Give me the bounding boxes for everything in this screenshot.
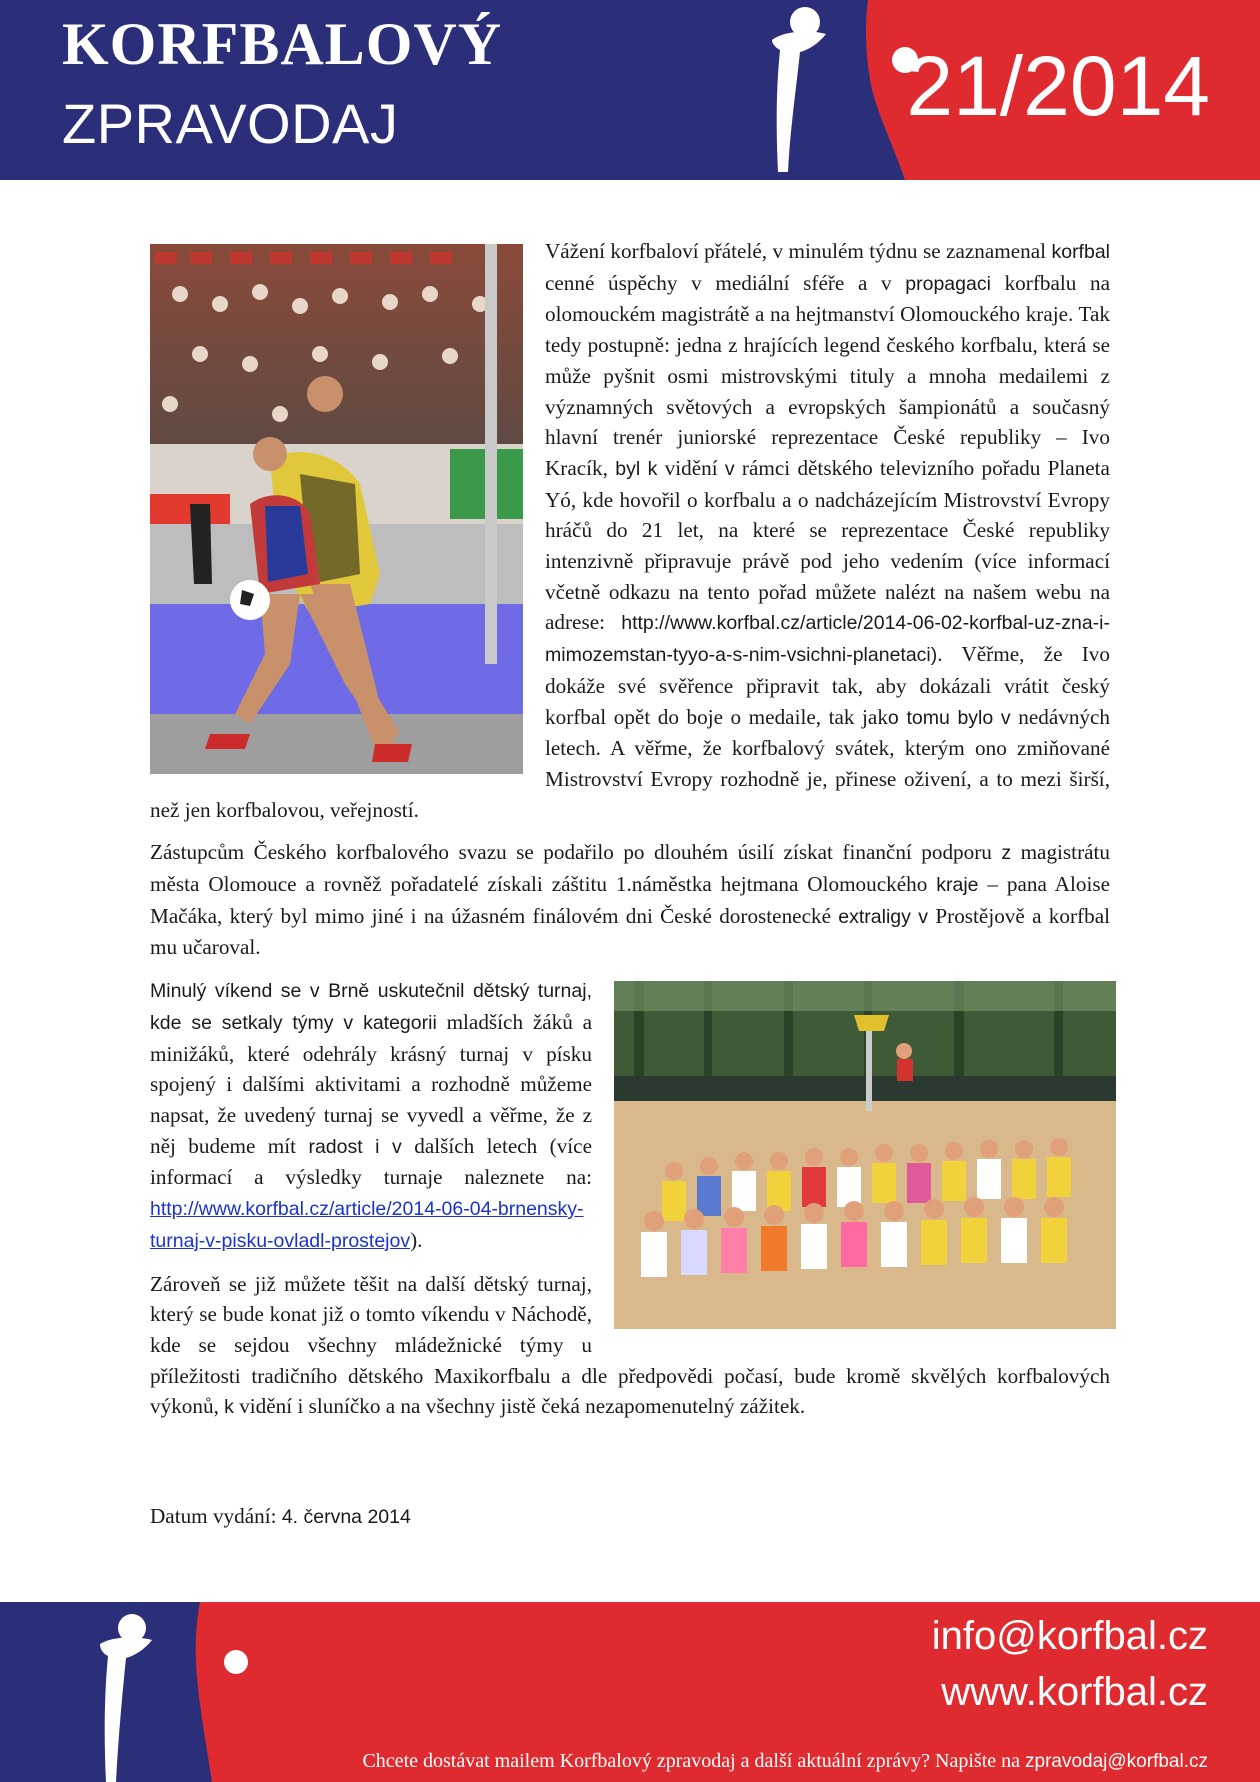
article-p1-text-b: korfbal	[1051, 241, 1110, 263]
article-p2-text-g: Prostějově a korfbal mu učaroval.	[150, 903, 1110, 960]
article-p1-text-i: rámci dětského televizního pořadu Planeta Yó, kde hovořil o korfbalu a o nadcházejícím Mistrovství Evropy hráčů do 21 let, na které se reprezentace České republiky intenzivně připravuje právě pod jeho vedením (více informací včetně odkazu na tento pořad můžete nalézt na našem webu na adrese:	[545, 455, 1110, 635]
article-p3-text-a: Minulý víkend se v Brně uskutečnil dětský turnaj, kde se setkaly týmy v	[150, 980, 592, 1034]
article-p1-text-f: byl k	[615, 457, 658, 480]
subscribe-email[interactable]: zpravodaj@korfbal.cz	[1025, 1751, 1208, 1772]
article-p1-text-g: vidění	[657, 455, 725, 480]
article-p4-text-b: k	[224, 1396, 234, 1419]
issue-date-label: Datum vydání:	[150, 1504, 282, 1528]
newsletter-title-line2: ZPRAVODAJ	[62, 92, 399, 155]
beach-tournament-link[interactable]: http://www.korfbal.cz/article/2014-06-04-brnensky-turnaj-v-pisku-ovladl-prostejov	[150, 1198, 584, 1252]
article-p2-text-d: kraje	[936, 874, 979, 897]
article-p2-text-b: z	[1001, 842, 1012, 865]
article-p3-text-b: kategorii	[363, 1011, 437, 1034]
article-p3-text-d: radost i v	[308, 1135, 402, 1158]
subscribe-note	[362, 1750, 1208, 1773]
article-p3-text-e: dalších letech (více informací a výsledky turnaje naleznete na:	[150, 1133, 592, 1190]
photo-korfball-match	[150, 244, 523, 774]
article-p4-text-a: Zároveň se již můžete těšit na další dětský turnaj, který se bude konat již o tomto víkendu v Náchodě, kde se sejdou všechny mládežnické týmy u příležitosti tradičního dětského Maxikorfbalu a dle předpovědi počasí, bude kromě skvělých korfbalových výkonů,	[150, 1271, 1110, 1419]
article-p1-text-j: . Věřme, že Ivo dokáže své svěřence připravit tak, aby dokázali vrátit český korfbal opět do boje o medaile, tak jak	[545, 642, 1110, 729]
photo-kids-beach-tournament	[614, 981, 1116, 1329]
article-p3-text-f: ).	[410, 1227, 423, 1252]
article-p4-text-c: vidění i sluníčko a na všechny jistě čeká nezapomenutelný zážitek.	[233, 1394, 806, 1419]
newsletter-title-line1: KORFBALOVÝ	[62, 11, 503, 77]
article-p1-text-l: nedávných letech. A věřme, že korfbalový svátek, kterým ono zmiňované Mistrovství Evropy rozhodně je, přinese oživení, a to mezi širší, než jen korfbalovou, veřejností.	[150, 704, 1110, 822]
article-p1-text-a: Vážení korfbaloví přátelé, v minulém týdnu se zaznamenal	[545, 239, 1052, 263]
article-p2-text-c: magistrátu města Olomouce a rovněž pořadatelé získali záštitu 1.náměstka hejtmana Olomouckého	[150, 840, 1111, 897]
article-p1-text-e: korfbalu na olomouckém magistrátě a na hejtmanství Olomouckého kraje. Tak tedy postupně: jedna z hrajících legend českého korfbalu, která se může pyšnit osmi mistrovskými tituly a mnoha medailemi z významných světových a evropských šampionátů a současný hlavní trenér juniorské reprezentace České republiky – Ivo Kracík,	[545, 270, 1110, 480]
issue-date	[150, 1504, 411, 1529]
subscribe-note-text: Chcete dostávat mailem Korfbalový zpravodaj a další aktuální zprávy? Napište na	[362, 1750, 1026, 1772]
article-p3-text-c: mladších žáků a minižáků, které odehrály krásný turnaj v písku spojený i dalšími aktivitami a rozhodně můžeme napsat, že uvedený turnaj se vyvedl a věřme, že z něj budeme mít	[150, 1009, 592, 1158]
newsletter-footer	[0, 1602, 1260, 1782]
article-body	[150, 236, 1110, 1435]
article-p1-text-k: o tomu bylo v	[887, 706, 1011, 729]
article-p1-text-d: propagaci	[905, 272, 991, 295]
article-p2-text-a: Zástupcům Českého korfbalového svazu se podařilo po dlouhém úsilí získat finanční podporu	[150, 840, 1002, 865]
issue-number: 21/2014	[906, 39, 1210, 133]
newsletter-header	[0, 0, 1260, 180]
article-p2-text-f: extraligy v	[838, 905, 929, 928]
contact-email[interactable]: info@korfbal.cz	[931, 1614, 1208, 1658]
article-p1-text-h: v	[724, 457, 735, 480]
article-p1-text-c: cenné úspěchy v mediální sféře a v	[545, 270, 906, 295]
issue-date-value: 4. června 2014	[281, 1506, 411, 1528]
website-url[interactable]: www.korfbal.cz	[941, 1670, 1208, 1714]
article-p2-text-e: – pana Aloise Mačáka, který byl mimo jiné i na úžasném finálovém dni České dorostenecké	[150, 872, 1110, 928]
planeta-yo-url: http://www.korfbal.cz/article/2014-06-02-korfbal-uz-zna-i-mimozemstan-tyyo-a-s-nim-vsichni-planetaci)	[545, 612, 1110, 667]
